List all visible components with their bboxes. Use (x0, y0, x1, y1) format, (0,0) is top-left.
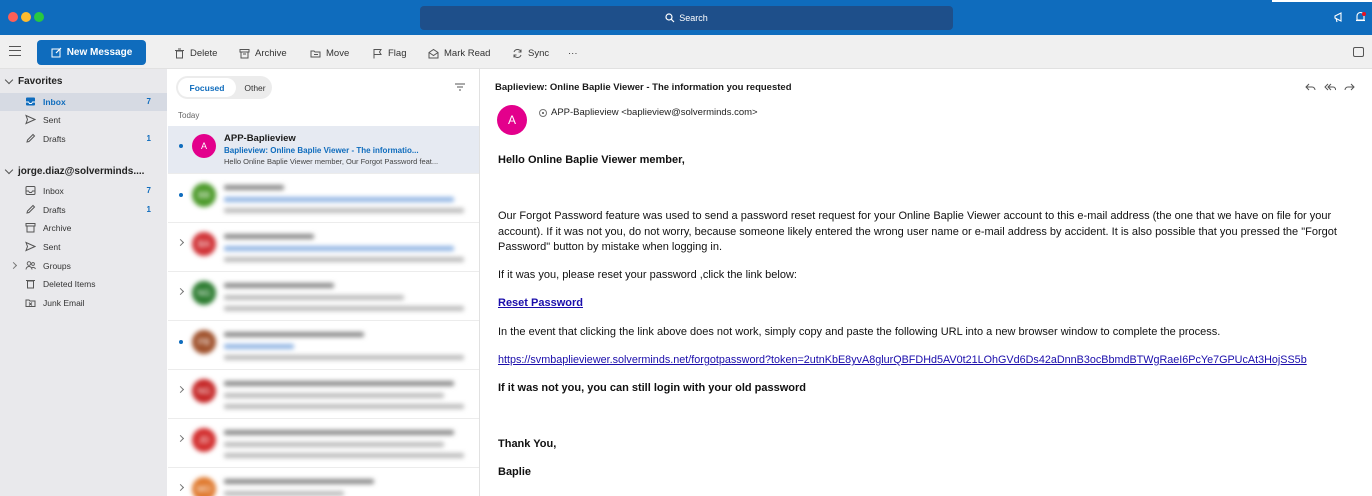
send-icon (25, 114, 36, 125)
message-row[interactable] (168, 322, 480, 370)
menu-icon[interactable] (9, 46, 21, 56)
avatar: NG (192, 379, 216, 403)
mark-read-button[interactable] (428, 46, 490, 60)
email-paragraph: In the event that clicking the link above does not work, simply copy and paste the following URL into a new browser window to complete the process. (498, 326, 1221, 338)
sidebar-item-label: Groups (43, 261, 71, 271)
more-label: ··· (568, 47, 578, 59)
pencil-icon (25, 204, 36, 215)
archive-label: Archive (255, 47, 287, 59)
message-row[interactable] (168, 420, 480, 468)
chevron-right-icon[interactable] (177, 288, 184, 295)
account-header[interactable] (6, 166, 144, 177)
groups-icon (25, 260, 36, 271)
new-message-button[interactable] (37, 40, 146, 65)
reading-pane (481, 69, 1372, 496)
compose-icon (51, 47, 62, 58)
sidebar-item-label: Drafts (43, 205, 66, 215)
forward-icon[interactable] (1344, 81, 1356, 93)
message-list (168, 69, 480, 496)
chevron-right-icon[interactable] (177, 435, 184, 442)
sidebar-item-account-sent[interactable] (0, 238, 167, 256)
sync-icon (512, 48, 523, 59)
zoom-window-button[interactable] (34, 12, 44, 22)
sidebar-item-label: Drafts (43, 134, 66, 144)
email-paragraph: If it was you, please reset your password ,click the link below: (498, 269, 797, 281)
move-button[interactable] (310, 46, 349, 60)
email-paragraph: If it was not you, you can still login with your old password (498, 382, 807, 394)
minimize-window-button[interactable] (21, 12, 31, 22)
chevron-down-icon (5, 76, 13, 84)
flag-icon (372, 48, 383, 59)
archive-icon (239, 48, 250, 59)
flag-label: Flag (388, 47, 407, 59)
trash-icon (174, 48, 185, 59)
junk-folder-icon (25, 297, 36, 308)
favorites-label: Favorites (18, 76, 63, 87)
reset-password-link[interactable]: Reset Password (498, 297, 583, 309)
avatar: BA (192, 232, 216, 256)
unread-count: 7 (146, 97, 151, 106)
more-actions-button[interactable] (568, 46, 578, 60)
toolbar (0, 35, 1372, 69)
message-row[interactable] (168, 224, 480, 272)
send-icon (25, 241, 36, 252)
unread-dot (179, 340, 183, 344)
sidebar-item-label: Sent (43, 242, 61, 252)
email-subject: Baplieview: Online Baplie Viewer - The information you requested (495, 82, 792, 93)
chevron-right-icon[interactable] (177, 386, 184, 393)
sync-label: Sync (528, 47, 550, 59)
message-row-selected[interactable] (168, 126, 480, 174)
delete-button[interactable] (174, 46, 217, 60)
sidebar-item-account-inbox[interactable] (0, 182, 167, 200)
folder-sidebar (0, 69, 167, 496)
sidebar-item-account-deleted[interactable] (0, 275, 167, 293)
filter-icon[interactable] (455, 83, 465, 91)
sidebar-item-label: Junk Email (43, 298, 85, 308)
message-preview: Hello Online Baplie Viewer member, Our Forgot Password feat... (224, 157, 439, 166)
sync-button[interactable] (512, 46, 549, 60)
archive-icon (25, 222, 36, 233)
email-from[interactable] (539, 107, 758, 118)
avatar: PB (192, 330, 216, 354)
move-label: Move (326, 47, 350, 59)
archive-button[interactable] (239, 46, 287, 60)
message-sender: APP-Baplieview (224, 133, 296, 144)
email-from-address: APP-Baplieview <baplieview@solverminds.com> (551, 107, 758, 118)
mark-read-label: Mark Read (444, 47, 491, 59)
inbox-icon (25, 185, 36, 196)
sidebar-item-account-groups[interactable] (0, 257, 167, 275)
unread-count: 1 (146, 205, 151, 214)
message-row[interactable] (168, 273, 480, 321)
reset-url-link[interactable]: https://svmbaplieviewer.solverminds.net/forgotpassword?token=2utnKbE8yvA8glurQBFDHd5AV0t21LOhGVd6Ds42aDnnB3ocBbmdBTWgRaeI6PcYe7GPUcAt3HojSS5b (498, 354, 1307, 366)
avatar: JD (192, 428, 216, 452)
avatar: MO (192, 477, 216, 496)
email-thanks: Thank You, (498, 438, 557, 450)
email-url-line (498, 353, 1354, 369)
sidebar-item-label: Inbox (43, 97, 66, 107)
pencil-icon (25, 133, 36, 144)
reply-actions (1304, 81, 1356, 93)
title-bar-edge (1272, 0, 1372, 2)
message-subject: Baplieview: Online Baplie Viewer - The informatio... (224, 146, 419, 155)
search-label: Search (679, 13, 708, 23)
email-reset-line (498, 296, 1354, 312)
favorites-header[interactable] (6, 76, 62, 87)
megaphone-icon[interactable] (1333, 11, 1346, 24)
reply-all-icon[interactable] (1324, 81, 1336, 93)
inbox-icon (25, 96, 36, 107)
email-signature: Baplie (498, 466, 532, 478)
message-row[interactable] (168, 371, 480, 419)
avatar: NG (192, 281, 216, 305)
sidebar-item-favorites-inbox[interactable] (0, 93, 167, 111)
move-folder-icon (310, 48, 321, 59)
title-bar (0, 0, 1372, 35)
reply-icon[interactable] (1304, 81, 1316, 93)
tab-other[interactable]: Other (244, 82, 266, 93)
sidebar-item-favorites-drafts[interactable] (0, 130, 167, 148)
sidebar-item-label: Deleted Items (43, 279, 96, 289)
flag-button[interactable] (372, 46, 406, 60)
reading-pane-toggle-icon[interactable] (1353, 47, 1364, 57)
sidebar-item-account-archive[interactable] (0, 219, 167, 237)
info-icon (539, 109, 547, 117)
account-label: jorge.diaz@solverminds.... (18, 166, 145, 177)
email-greeting: Hello Online Baplie Viewer member, (498, 154, 685, 166)
close-window-button[interactable] (8, 12, 18, 22)
search-input[interactable] (420, 6, 953, 30)
inbox-pivot (176, 76, 272, 99)
chevron-right-icon[interactable] (177, 484, 184, 491)
unread-count: 7 (146, 186, 151, 195)
sidebar-item-label: Sent (43, 115, 61, 125)
notification-bell-icon[interactable] (1354, 11, 1367, 24)
sidebar-item-label: Inbox (43, 186, 64, 196)
avatar: A (192, 134, 216, 158)
search-icon (665, 13, 675, 23)
sidebar-item-label: Archive (43, 223, 72, 233)
email-paragraph: Our Forgot Password feature was used to send a password reset request for your Online Baplie Viewer account to this e-mail address (the one that we have on file for your account). If it was not you, do not worry, because someone likely entered the wrong user name or e-mail address by accident. It is also possible that you pressed the "Forgot Password" button by mistake when logging in. (498, 210, 1337, 253)
chevron-right-icon[interactable] (10, 262, 17, 269)
message-row[interactable] (168, 469, 480, 496)
chevron-down-icon (5, 166, 13, 174)
trash-icon (25, 278, 36, 289)
unread-dot (179, 193, 183, 197)
chevron-right-icon[interactable] (177, 239, 184, 246)
avatar: BB (192, 183, 216, 207)
message-row[interactable] (168, 175, 480, 223)
delete-label: Delete (190, 47, 218, 59)
new-message-label: New Message (66, 47, 133, 58)
envelope-open-icon (428, 48, 439, 59)
unread-count: 1 (146, 134, 151, 143)
unread-dot (179, 144, 183, 148)
sidebar-item-favorites-sent[interactable] (0, 111, 167, 129)
sidebar-item-account-junk[interactable] (0, 294, 167, 312)
group-header-today: Today (178, 111, 200, 120)
sidebar-item-account-drafts[interactable] (0, 201, 167, 219)
tab-focused[interactable]: Focused (178, 78, 236, 97)
sender-avatar: A (497, 105, 527, 135)
